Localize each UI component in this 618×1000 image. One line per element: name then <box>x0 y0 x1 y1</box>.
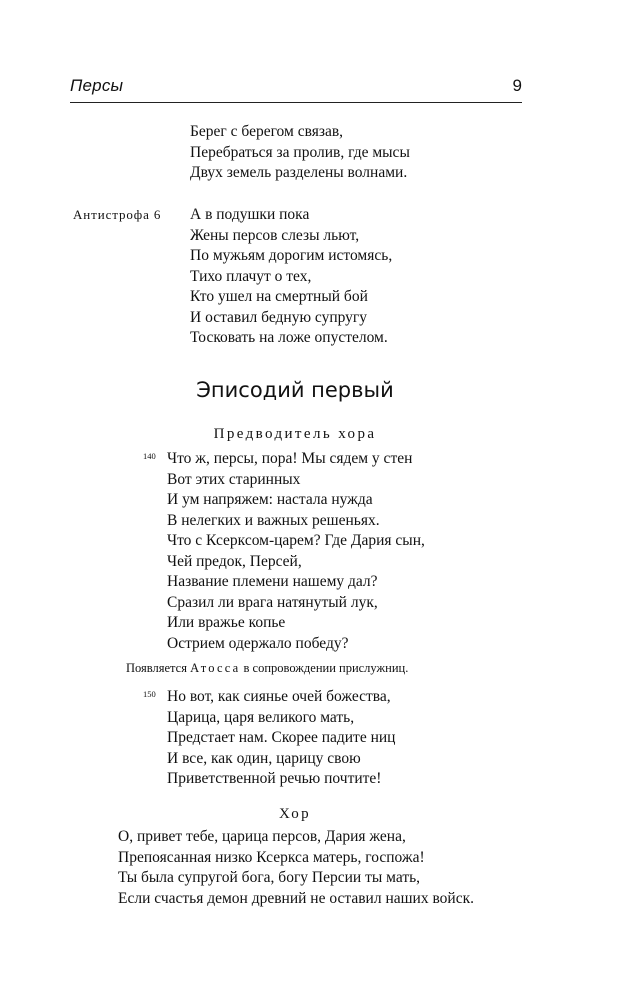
verse-line: Кто ушел на смертный бой <box>190 288 368 305</box>
line-number: 140 <box>143 451 156 461</box>
verse-block-chorus <box>118 827 618 909</box>
verse-line: Вот этих старинных <box>167 470 301 488</box>
verse-line: Тосковать на ложе опустелом. <box>190 329 388 346</box>
page-number: 9 <box>512 76 522 95</box>
stage-direction-text: в сопровождении прислужниц. <box>243 661 409 675</box>
verse-line: Перебраться за пролив, где мысы <box>190 143 410 161</box>
stage-direction-text: Появляется <box>126 661 187 675</box>
verse-line: Жены персов слезы льют, <box>190 226 360 244</box>
verse-line: И оставил бедную супругу <box>190 308 368 326</box>
verse-block-leader <box>167 449 618 654</box>
verse-line: И ум напряжем: настала нужда <box>167 491 373 508</box>
section-heading: Эписодий первый <box>196 378 394 402</box>
verse-line: Тихо плачут о тех, <box>190 267 312 285</box>
verse-line: Ты была супругой бога, богу Персии ты мать, <box>118 869 421 886</box>
verse-block-leader-continued <box>167 687 618 790</box>
speaker-name-chorus: Хор <box>278 806 312 822</box>
verse-block-antistrophe <box>190 205 618 349</box>
speaker-name-leader: Предводитель хора <box>213 426 377 442</box>
verse-line: Но вот, как сиянье очей божества, <box>167 688 391 705</box>
character-name: Атосса <box>190 661 241 675</box>
verse-block-opening <box>190 122 618 184</box>
line-number: 150 <box>143 689 156 699</box>
verse-line: Берег с берегом связав, <box>190 123 344 140</box>
verse-line: Царица, царя великого мать, <box>167 708 355 726</box>
verse-line: И все, как один, царицу свою <box>167 749 361 767</box>
verse-line: Приветственной речью почтите! <box>167 770 382 787</box>
antistrophe-label: Антистрофа 6 <box>73 207 162 222</box>
verse-line: А в подушки пока <box>190 206 310 223</box>
verse-line: Двух земель разделены волнами. <box>190 164 408 181</box>
verse-line: Острием одержало победу? <box>167 634 349 652</box>
verse-line: По мужьям дорогим истомясь, <box>190 247 393 264</box>
verse-line: Препоясанная низко Ксеркса матерь, госпожа! <box>118 848 425 866</box>
verse-line: Что с Ксерксом-царем? Где Дария сын, <box>167 532 425 549</box>
verse-line: Сразил ли врага натянутый лук, <box>167 593 378 611</box>
verse-line: Если счастья демон древний не оставил наших войск. <box>118 889 475 907</box>
verse-line: Что ж, персы, пора! Мы сядем у стен <box>167 450 413 467</box>
verse-line: О, привет тебе, царица персов, Дария жена, <box>118 828 406 845</box>
header-rule <box>70 102 522 103</box>
running-title: Персы <box>70 76 124 95</box>
verse-line: В нелегких и важных решеньях. <box>167 511 380 529</box>
verse-line: Или вражье копье <box>167 614 286 631</box>
verse-line: Чей предок, Персей, <box>167 552 302 570</box>
verse-line: Предстает нам. Скорее падите ниц <box>167 729 396 746</box>
verse-line: Название племени нашему дал? <box>167 573 378 590</box>
stage-direction <box>126 659 408 677</box>
